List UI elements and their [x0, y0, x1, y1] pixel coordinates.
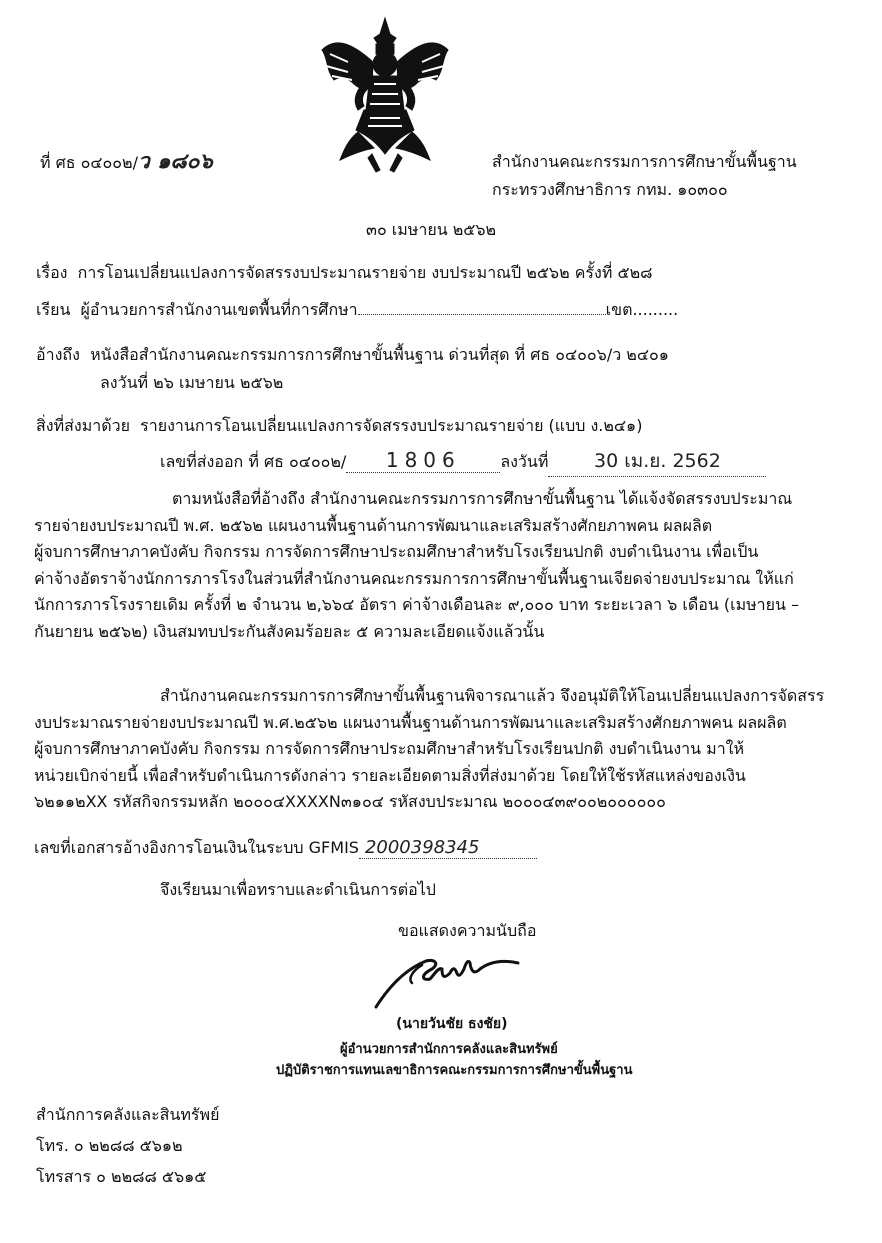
subject-label: เรื่อง — [36, 263, 68, 282]
letter-date: ๓๐ เมษายน ๒๕๖๒ — [366, 220, 497, 239]
enclosure-text: รายงานการโอนเปลี่ยนแปลงการจัดสรรงบประมาณรายจ่าย (แบบ ง.๒๔๑) — [140, 416, 643, 435]
agency-name: สำนักงานคณะกรรมการการศึกษาขั้นพื้นฐาน — [492, 152, 797, 171]
gfmis-label: เลขที่เอกสารอ้างอิงการโอนเงินในระบบ GFMIS — [34, 838, 359, 857]
body-paragraph-1 — [34, 486, 842, 646]
subject-text: การโอนเปลี่ยนแปลงการจัดสรรงบประมาณรายจ่าย งบประมาณปี ๒๕๖๒ ครั้งที่ ๕๒๘ — [77, 263, 653, 282]
garuda-emblem-icon — [318, 14, 452, 174]
paragraph-line: ผู้จบการศึกษาภาคบังคับ กิจกรรม การจัดการศึกษาประถมศึกษาสำหรับโรงเรียนปกติ งบดำเนินงาน เพื่อเป็น — [34, 542, 759, 562]
ref-prefix: ที่ ศธ ๐๔๐๐๒/ — [40, 153, 138, 172]
signer-position: ผู้อำนวยการสำนักการคลังและสินทรัพย์ — [340, 1042, 558, 1057]
reference-date: ลงวันที่ ๒๖ เมษายน ๒๕๖๒ — [100, 373, 284, 392]
recipient-label: เรียน — [36, 300, 71, 319]
paragraph-line: ผู้จบการศึกษาภาคบังคับ กิจกรรม การจัดการศึกษาประถมศึกษาสำหรับโรงเรียนปกติ งบดำเนินงาน มาให้ — [34, 739, 745, 759]
reference-number — [40, 145, 213, 178]
reference-text: หนังสือสำนักงานคณะกรรมการการศึกษาขั้นพื้นฐาน ด่วนที่สุด ที่ ศธ ๐๔๐๐๖/ว ๒๔๐๑ — [90, 345, 669, 364]
body-paragraph-2 — [34, 683, 842, 816]
subject-line — [36, 261, 652, 286]
recipient-line — [36, 298, 678, 323]
paragraph-line: หน่วยเบิกจ่ายนี้ เพื่อสำหรับดำเนินการดังกล่าว รายละเอียดตามสิ่งที่ส่งมาด้วย โดยให้ใช้รหัสแหล่งของเงิน — [34, 765, 746, 785]
footer-phone: โทร. ๐ ๒๒๘๘ ๕๖๑๒ — [36, 1136, 183, 1155]
closing-line: จึงเรียนมาเพื่อทราบและดำเนินการต่อไป — [160, 880, 436, 899]
ref-handwritten: ว ๑๘๐๖ — [137, 149, 213, 173]
enclosure-line — [36, 414, 642, 439]
enclosure-label: สิ่งที่ส่งมาด้วย — [36, 416, 130, 435]
recipient-suffix: เขต......... — [605, 300, 679, 319]
handwritten-signature — [372, 945, 524, 1015]
signer-acting-position: ปฏิบัติราชการแทนเลขาธิการคณะกรรมการการศึกษาขั้นพื้นฐาน — [276, 1063, 633, 1078]
recipient-text: ผู้อำนวยการสำนักงานเขตพื้นที่การศึกษา — [80, 300, 358, 319]
footer-office: สำนักการคลังและสินทรัพย์ — [36, 1105, 220, 1124]
out-number-field: 1806 — [346, 448, 500, 473]
paragraph-line: ๖๒๑๑๒XX รหัสกิจกรรมหลัก ๒๐๐๐๔XXXXN๓๑๐๔ รหัสงบประมาณ ๒๐๐๐๔๓๙๐๐๒๐๐๐๐๐๐ — [34, 792, 666, 812]
gfmis-field: 2000398345 — [359, 837, 537, 859]
out-date-label: ลงวันที่ — [500, 452, 549, 471]
gfmis-line — [34, 836, 537, 861]
reference-label: อ้างถึง — [36, 345, 80, 364]
out-date-field: 30 เม.ย. 2562 — [548, 446, 766, 477]
reference-line — [36, 343, 669, 368]
paragraph-line: กันยายน ๒๕๖๒) เงินสมทบประกันสังคมร้อยละ ๕ ความละเอียดแจ้งแล้วนั้น — [34, 621, 545, 641]
paragraph-line: ค่าจ้างอัตราจ้างนักการภารโรงในส่วนที่สำนักงานคณะกรรมการการศึกษาขั้นพื้นฐานเจียดจ่ายงบประมาณ ให้แก่ — [34, 568, 794, 588]
enclosure-out-number — [160, 446, 766, 477]
footer-fax: โทรสาร ๐ ๒๒๘๘ ๕๖๑๕ — [36, 1167, 207, 1186]
recipient-blank — [358, 300, 606, 315]
paragraph-line: สำนักงานคณะกรรมการการศึกษาขั้นพื้นฐานพิจารณาแล้ว จึงอนุมัติให้โอนเปลี่ยนแปลงการจัดสรร — [160, 686, 825, 705]
out-number-label: เลขที่ส่งออก ที่ ศธ ๐๔๐๐๒/ — [160, 452, 347, 471]
agency-address: กระทรวงศึกษาธิการ กทม. ๑๐๓๐๐ — [492, 180, 728, 199]
paragraph-line: รายจ่ายงบประมาณปี พ.ศ. ๒๕๖๒ แผนงานพื้นฐานด้านการพัฒนาและเสริมสร้างศักยภาพคน ผลผลิต — [34, 515, 713, 535]
paragraph-line: ตามหนังสือที่อ้างถึง สำนักงานคณะกรรมการการศึกษาขั้นพื้นฐาน ได้แจ้งจัดสรรงบประมาณ — [172, 489, 793, 508]
paragraph-line: งบประมาณรายจ่ายงบประมาณปี พ.ศ.๒๕๖๒ แผนงานพื้นฐานด้านการพัฒนาและเสริมสร้างศักยภาพคน ผลผลิต — [34, 712, 787, 732]
paragraph-line: นักการภารโรงรายเดิม ครั้งที่ ๒ จำนวน ๒,๖๖๔ อัตรา ค่าจ้างเดือนละ ๙,๐๐๐ บาท ระยะเวลา ๖ เดือน (เมษายน – — [34, 595, 800, 615]
signer-name: (นายวันชัย ธงชัย) — [396, 1016, 508, 1032]
regards: ขอแสดงความนับถือ — [398, 921, 537, 940]
